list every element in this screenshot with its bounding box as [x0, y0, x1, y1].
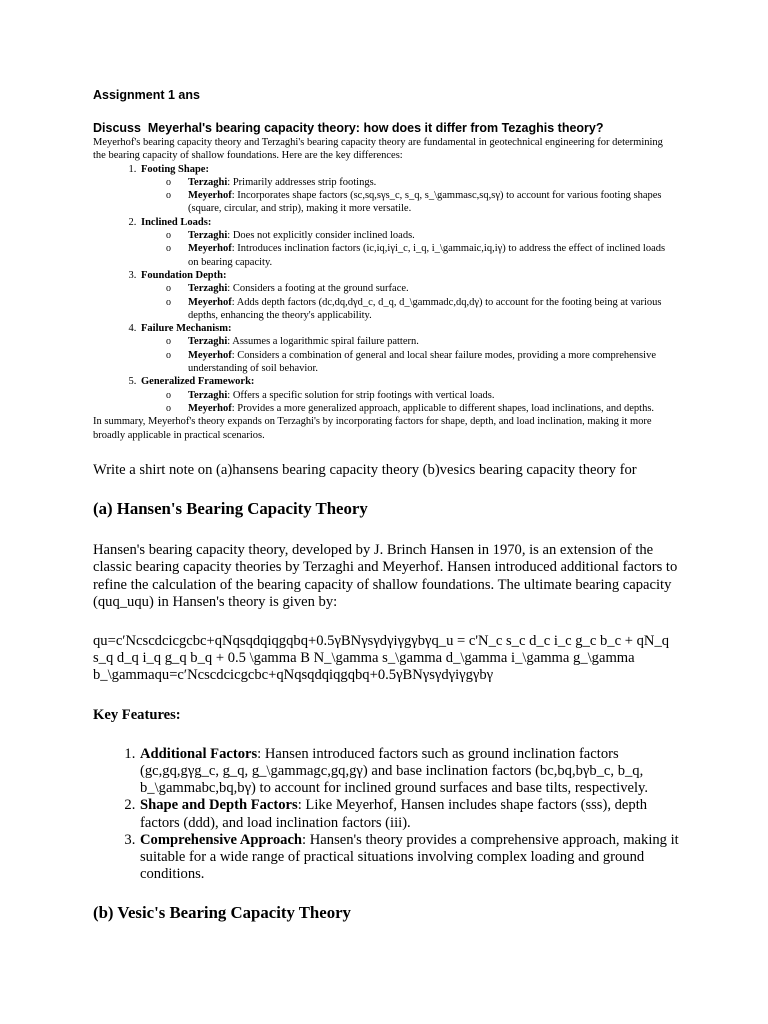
meyerhof-point — [188, 296, 678, 323]
comparison-item-title: Inclined Loads: — [141, 216, 212, 228]
terzaghi-point — [188, 335, 678, 348]
hansen-formula: qu=c′Ncscdcicgcbc+qNqsqdqiqgqbq+0.5γBNγsγdγiγgγbγq_u = c'N_c s_c d_c i_c g_c b_c + qN_q s_q d_q i_q g_q b_q + 0.5 \gamma B N_\gamma s_\gamma d_\gamma i_\gamma g_\gamma b_\gammaqu=c′Ncscdcicgcbc+qNqsqdqiqgqbq+0.5γBNγsγdγiγgγbγ — [93, 633, 670, 684]
meyerhof-point — [188, 349, 678, 376]
terzaghi-point — [188, 176, 678, 189]
assignment-title: Assignment 1 ans — [93, 88, 200, 102]
feature-item — [139, 746, 683, 798]
meyerhof-label: Meyerhof — [188, 349, 232, 361]
comparison-item-failure-mechanism — [139, 322, 678, 375]
comparison-item-title: Generalized Framework: — [141, 376, 255, 388]
comparison-item-footing-shape — [139, 163, 678, 216]
terzaghi-point — [188, 282, 678, 295]
comparison-item-foundation-depth — [139, 269, 678, 322]
terzaghi-text: : Does not explicitly consider inclined loads. — [227, 230, 415, 242]
meyerhof-text: : Adds depth factors (dc,dq,dγd_c, d_q, d_\gammadc,dq,dγ) to account for the footing being at various depths, enhancing the theory's applicability. — [188, 296, 662, 321]
feature-text: : Hansen's theory provides a comprehensive approach, making it suitable for a wide range of practical situations involving complex loading and ground conditions. — [140, 831, 679, 883]
terzaghi-text: : Primarily addresses strip footings. — [227, 176, 377, 188]
meyerhof-label: Meyerhof — [188, 402, 232, 414]
terzaghi-text: : Considers a footing at the ground surface. — [227, 283, 409, 295]
comparison-item-inclined-loads — [139, 216, 678, 269]
comparison-item-title: Foundation Depth: — [141, 269, 227, 281]
comparison-item-title: Footing Shape: — [141, 163, 209, 175]
meyerhof-label: Meyerhof — [188, 190, 232, 202]
meyerhof-label: Meyerhof — [188, 296, 232, 308]
comparison-list — [93, 163, 678, 416]
comparison-section — [93, 136, 678, 442]
feature-title: Additional Factors — [140, 745, 258, 762]
meyerhof-point — [188, 189, 678, 216]
meyerhof-text: : Incorporates shape factors (sc,sq,sγs_c, s_q, s_\gammasc,sq,sγ) to account for various footing shapes (square, circular, and strip), making it more versatile. — [188, 190, 662, 215]
comparison-summary: In summary, Meyerhof's theory expands on Terzaghi's by incorporating factors for shape, depth, and load inclination, making it more broadly applicable in practical scenarios. — [93, 416, 652, 441]
feature-title: Comprehensive Approach — [140, 831, 303, 848]
terzaghi-label: Terzaghi — [188, 230, 228, 242]
feature-text: : Hansen introduced factors such as ground inclination factors (gc,gq,gγg_c, g_q, g_\gammagc,gq,gγ) and base inclination factors (bc,bq,bγb_c, b_q, b_\gammabc,bq,bγ) to account for inclined ground surfaces and base tilts, respectively. — [140, 745, 649, 797]
terzaghi-label: Terzaghi — [188, 389, 228, 401]
key-features-label: Key Features: — [93, 706, 181, 723]
hansen-intro: Hansen's bearing capacity theory, developed by J. Brinch Hansen in 1970, is an extension of the classic bearing capacity theories by Terzaghi and Meyerhof. Hansen introduced additional factors to refine the calculation of the bearing capacity of shallow foundations. The ultimate bearing capacity (quq_uqu) in Hansen's theory is given by: — [93, 542, 678, 610]
meyerhof-text: : Provides a more generalized approach, applicable to different shapes, load inclinations, and depths. — [231, 402, 655, 414]
meyerhof-point — [188, 242, 678, 269]
terzaghi-label: Terzaghi — [188, 283, 228, 295]
comparison-intro: Meyerhof's bearing capacity theory and Terzaghi's bearing capacity theory are fundamental in geotechnical engineering for determining the bearing capacity of shallow foundations. Here are the key differences: — [93, 137, 663, 162]
terzaghi-point — [188, 389, 678, 402]
comparison-item-generalized-framework — [139, 375, 678, 415]
terzaghi-text: : Offers a specific solution for strip footings with vertical loads. — [227, 389, 495, 401]
terzaghi-text: : Assumes a logarithmic spiral failure pattern. — [227, 336, 419, 348]
meyerhof-point — [188, 402, 678, 415]
short-note-section — [93, 462, 683, 946]
comparison-item-title: Failure Mechanism: — [141, 323, 232, 335]
vesic-heading: (b) Vesic's Bearing Capacity Theory — [93, 903, 351, 923]
hansen-features-list — [93, 746, 683, 884]
feature-item — [139, 797, 683, 831]
feature-text: : Like Meyerhof, Hansen includes shape factors (sss), depth factors (ddd), and load inclination factors (iii). — [140, 797, 648, 831]
feature-item — [139, 832, 683, 884]
meyerhof-text: : Considers a combination of general and local shear failure modes, providing a more comprehensive understanding of soil behavior. — [188, 349, 656, 375]
feature-title: Shape and Depth Factors — [140, 797, 298, 814]
terzaghi-point — [188, 229, 678, 242]
terzaghi-label: Terzaghi — [188, 176, 228, 188]
terzaghi-label: Terzaghi — [188, 336, 228, 348]
short-note-prompt: Write a shirt note on (a)hansens bearing capacity theory (b)vesics bearing capacity theory for — [93, 462, 637, 478]
meyerhof-label: Meyerhof — [188, 243, 232, 255]
question-heading: Discuss Meyerhal's bearing capacity theory: how does it differ from Tezaghis theory? — [93, 121, 604, 135]
meyerhof-text: : Introduces inclination factors (ic,iq,iγi_c, i_q, i_\gammaic,iq,iγ) to address the effect of inclined loads on bearing capacity. — [188, 243, 666, 268]
hansen-heading: (a) Hansen's Bearing Capacity Theory — [93, 499, 368, 519]
